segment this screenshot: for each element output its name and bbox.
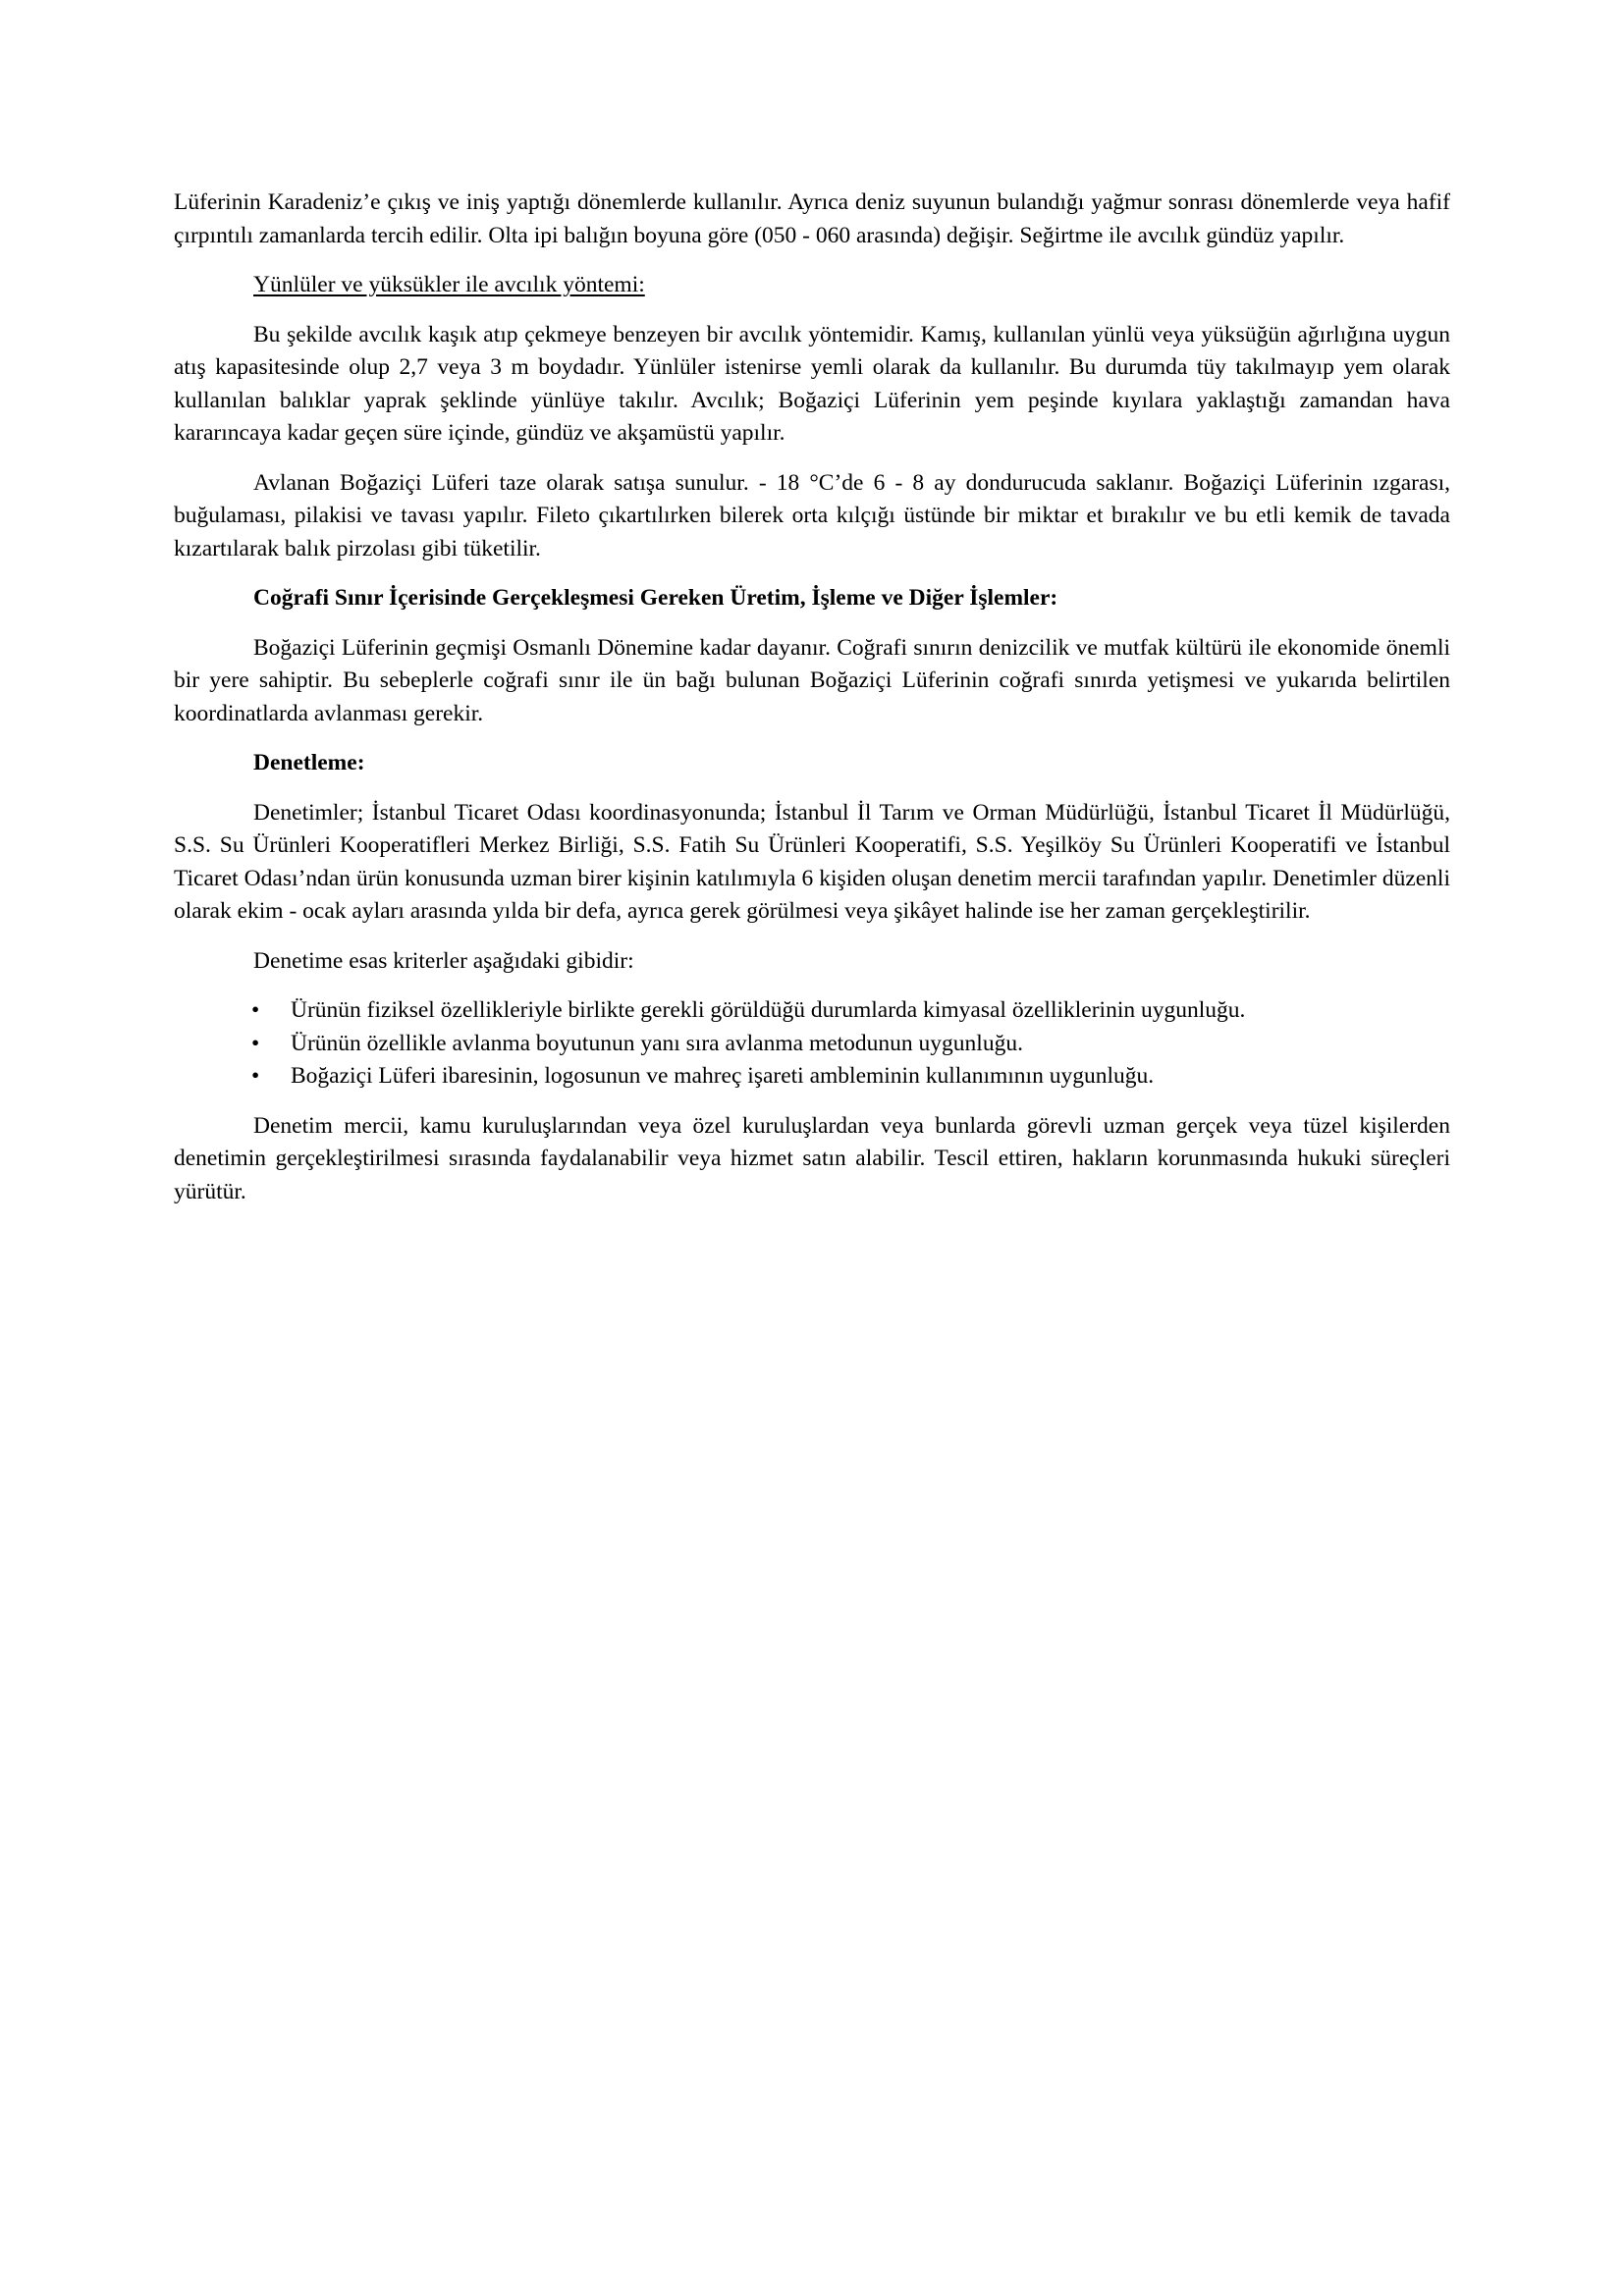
section-heading-cografi-sinir: Coğrafi Sınır İçerisinde Gerçekleşmesi Gereken Üretim, İşleme ve Diğer İşlemler: bbox=[253, 585, 1058, 611]
list-item bbox=[174, 1028, 1450, 1061]
paragraph-inspections: Denetimler; İstanbul Ticaret Odası koordinasyonunda; İstanbul İl Tarım ve Orman Müdürlüğü, İstanbul Ticaret İl Müdürlüğü, S.S. Su Ürünleri Kooperatifleri Merkez Birliği, S.S. Fatih Su Ürünleri Kooperatifi, S.S. Yeşilköy Su Ürünleri Kooperatifi ve İstanbul Ticaret Odası’ndan ürün konusunda uzman birer kişinin katılımıyla 6 kişiden oluşan denetim mercii tarafından yapılır. Denetimler düzenli olarak ekim - ocak ayları arasında yılda bir defa, ayrıca gerek görülmesi veya şikâyet halinde ise her zaman gerçekleştirilir. bbox=[174, 799, 1450, 924]
paragraph-inspection-authority: Denetim mercii, kamu kuruluşlarından veya özel kuruluşlardan veya bunlarda görevli uzman gerçek veya tüzel kişilerden denetimin gerçekleştirilmesi sırasında faydalanabilir veya hizmet satın alabilir. Tescil ettiren, hakların korunmasında hukuki süreçleri yürütür. bbox=[174, 1112, 1450, 1204]
bullet-marker: • bbox=[251, 997, 260, 1023]
bullet-marker: • bbox=[251, 1063, 260, 1089]
paragraph-history: Boğaziçi Lüferinin geçmişi Osmanlı Dönemine kadar dayanır. Coğrafi sınırın denizcilik ve mutfak kültürü ile ekonomide önemli bir yere sahiptir. Bu sebeplerle coğrafi sınır ile ün bağı bulunan Boğaziçi Lüferinin coğrafi sınırda yetişmesi ve yukarıda belirtilen koordinatlarda avlanması gerekir. bbox=[174, 634, 1450, 726]
paragraph-seğirtme: Lüferinin Karadeniz’e çıkış ve iniş yaptığı dönemlerde kullanılır. Ayrıca deniz suyunun bulandığı yağmur sonrası dönemlerde veya hafif çırpıntılı zamanlarda tercih edilir. Olta ipi balığın boyuna göre (050 - 060 arasında) değişir. Seğirtme ile avcılık gündüz yapılır. bbox=[174, 189, 1450, 248]
list-item-text: Ürünün özellikle avlanma boyutunun yanı sıra avlanma metodunun uygunluğu. bbox=[291, 1030, 1023, 1056]
paragraph-criteria-intro: Denetime esas kriterler aşağıdaki gibidir: bbox=[253, 947, 634, 974]
bullet-marker: • bbox=[251, 1030, 260, 1056]
list-item bbox=[174, 1060, 1450, 1094]
heading-yunluler-text: Yünlüler ve yüksükler ile avcılık yöntemi: bbox=[253, 272, 645, 297]
list-item bbox=[174, 994, 1450, 1028]
list-item-text: Ürünün fiziksel özellikleriyle birlikte gerekli görüldüğü durumlarda kimyasal özelliklerinin uygunluğu. bbox=[291, 997, 1246, 1023]
section-heading-denetleme: Denetleme: bbox=[253, 750, 365, 775]
paragraph-storage-consumption: Avlanan Boğaziçi Lüferi taze olarak satışa sunulur. - 18 °C’de 6 - 8 ay dondurucuda saklanır. Boğaziçi Lüferinin ızgarası, buğulaması, pilakisi ve tavası yapılır. Fileto çıkartılırken bilerek orta kılçığı üstünde bir miktar et bırakılır ve bu etli kemik de tavada kızartılarak balık pirzolası gibi tüketilir. bbox=[174, 469, 1450, 561]
document-page bbox=[174, 187, 1450, 1225]
criteria-list bbox=[174, 994, 1450, 1094]
paragraph-yunluler-method: Bu şekilde avcılık kaşık atıp çekmeye benzeyen bir avcılık yöntemidir. Kamış, kullanılan yünlü veya yüksüğün ağırlığına uygun atış kapasitesinde olup 2,7 veya 3 m boydadır. Yünlüler istenirse yemli olarak da kullanılır. Bu durumda tüy takılmayıp yem olarak kullanılan balıklar yaprak şeklinde yünlüye takılır. Avcılık; Boğaziçi Lüferinin yem peşinde kıyılara yaklaştığı zamandan hava kararıncaya kadar geçen süre içinde, gündüz ve akşamüstü yapılır. bbox=[174, 321, 1450, 446]
section-heading-yunluler bbox=[174, 269, 1450, 302]
list-item-text: Boğaziçi Lüferi ibaresinin, logosunun ve mahreç işareti ambleminin kullanımının uygunluğu. bbox=[291, 1063, 1155, 1089]
